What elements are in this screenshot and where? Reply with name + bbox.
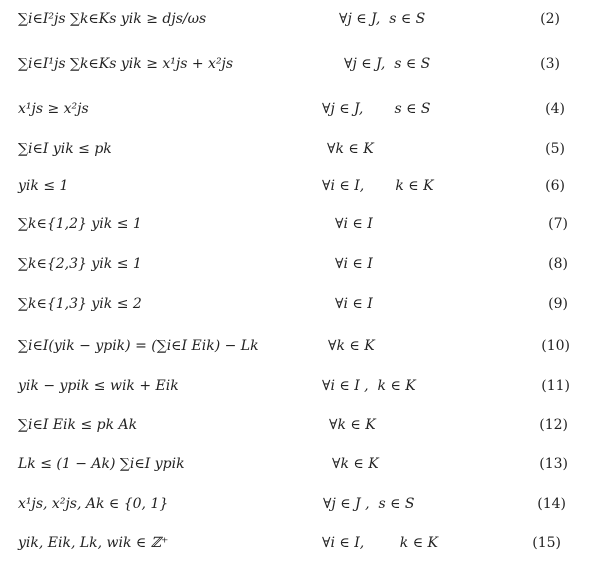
equation-quantifier: ∀i ∈ I, k ∈ K [322, 535, 438, 551]
equation-number: (14) [537, 496, 566, 512]
equation-row [0, 4, 592, 34]
equation-row [0, 331, 592, 361]
equation-formula: yik − ypik ≤ wik + Eik [18, 378, 179, 394]
equation-row [0, 528, 592, 558]
equation-formula: yik, Eik, Lk, wik ∈ ℤ⁺ [18, 535, 169, 551]
equation-row [0, 249, 592, 279]
equation-quantifier: ∀j ∈ J , s ∈ S [323, 496, 415, 512]
equation-formula: ∑i∈I¹js ∑k∈Ks yik ≥ x¹js + x²js [18, 56, 234, 72]
equation-quantifier: ∀k ∈ K [329, 417, 376, 433]
equation-number: (15) [532, 535, 561, 551]
equation-number: (12) [539, 417, 568, 433]
equation-formula: x¹js, x²js, Ak ∈ {0, 1} [18, 496, 169, 512]
equation-quantifier: ∀j ∈ J, s ∈ S [322, 101, 431, 117]
equation-row [0, 289, 592, 319]
equation-number: (5) [545, 141, 565, 157]
equation-number: (7) [548, 216, 568, 232]
equation-quantifier: ∀i ∈ I [335, 256, 373, 272]
equation-formula: ∑i∈I²js ∑k∈Ks yik ≥ djs/ωs [18, 11, 207, 27]
equation-number: (13) [539, 456, 568, 472]
equation-number: (2) [540, 11, 560, 27]
equation-quantifier: ∀k ∈ K [327, 141, 374, 157]
equation-number: (11) [541, 378, 570, 394]
equation-formula: ∑i∈I(yik − ypik) = (∑i∈I Eik) − Lk [18, 338, 259, 354]
equation-quantifier: ∀i ∈ I [335, 216, 373, 232]
equation-quantifier: ∀j ∈ J, s ∈ S [344, 56, 431, 72]
equation-formula: Lk ≤ (1 − Ak) ∑i∈I ypik [18, 456, 185, 472]
equation-quantifier: ∀i ∈ I, k ∈ K [322, 178, 434, 194]
equation-quantifier: ∀k ∈ K [332, 456, 379, 472]
equation-quantifier: ∀k ∈ K [328, 338, 375, 354]
equation-number: (8) [548, 256, 568, 272]
equation-quantifier: ∀i ∈ I , k ∈ K [322, 378, 416, 394]
equation-formula: yik ≤ 1 [18, 178, 69, 194]
equation-formula: ∑i∈I Eik ≤ pk Ak [18, 417, 138, 433]
equation-row [0, 171, 592, 201]
equation-row [0, 449, 592, 479]
equation-formula: ∑k∈{1,2} yik ≤ 1 [18, 216, 142, 232]
equation-row [0, 94, 592, 124]
equation-number: (10) [541, 338, 570, 354]
equation-row [0, 209, 592, 239]
equation-row [0, 49, 592, 79]
equation-row [0, 410, 592, 440]
equation-quantifier: ∀i ∈ I [335, 296, 373, 312]
equation-number: (9) [548, 296, 568, 312]
equation-number: (3) [540, 56, 560, 72]
equation-formula: ∑k∈{2,3} yik ≤ 1 [18, 256, 142, 272]
equation-number: (6) [545, 178, 565, 194]
equation-row [0, 134, 592, 164]
equation-formula: ∑i∈I yik ≤ pk [18, 141, 112, 157]
equation-quantifier: ∀j ∈ J, s ∈ S [339, 11, 426, 27]
equation-row [0, 489, 592, 519]
equation-number: (4) [545, 101, 565, 117]
equation-formula: ∑k∈{1,3} yik ≤ 2 [18, 296, 142, 312]
equation-formula: x¹js ≥ x²js [18, 101, 89, 117]
equation-row [0, 371, 592, 401]
